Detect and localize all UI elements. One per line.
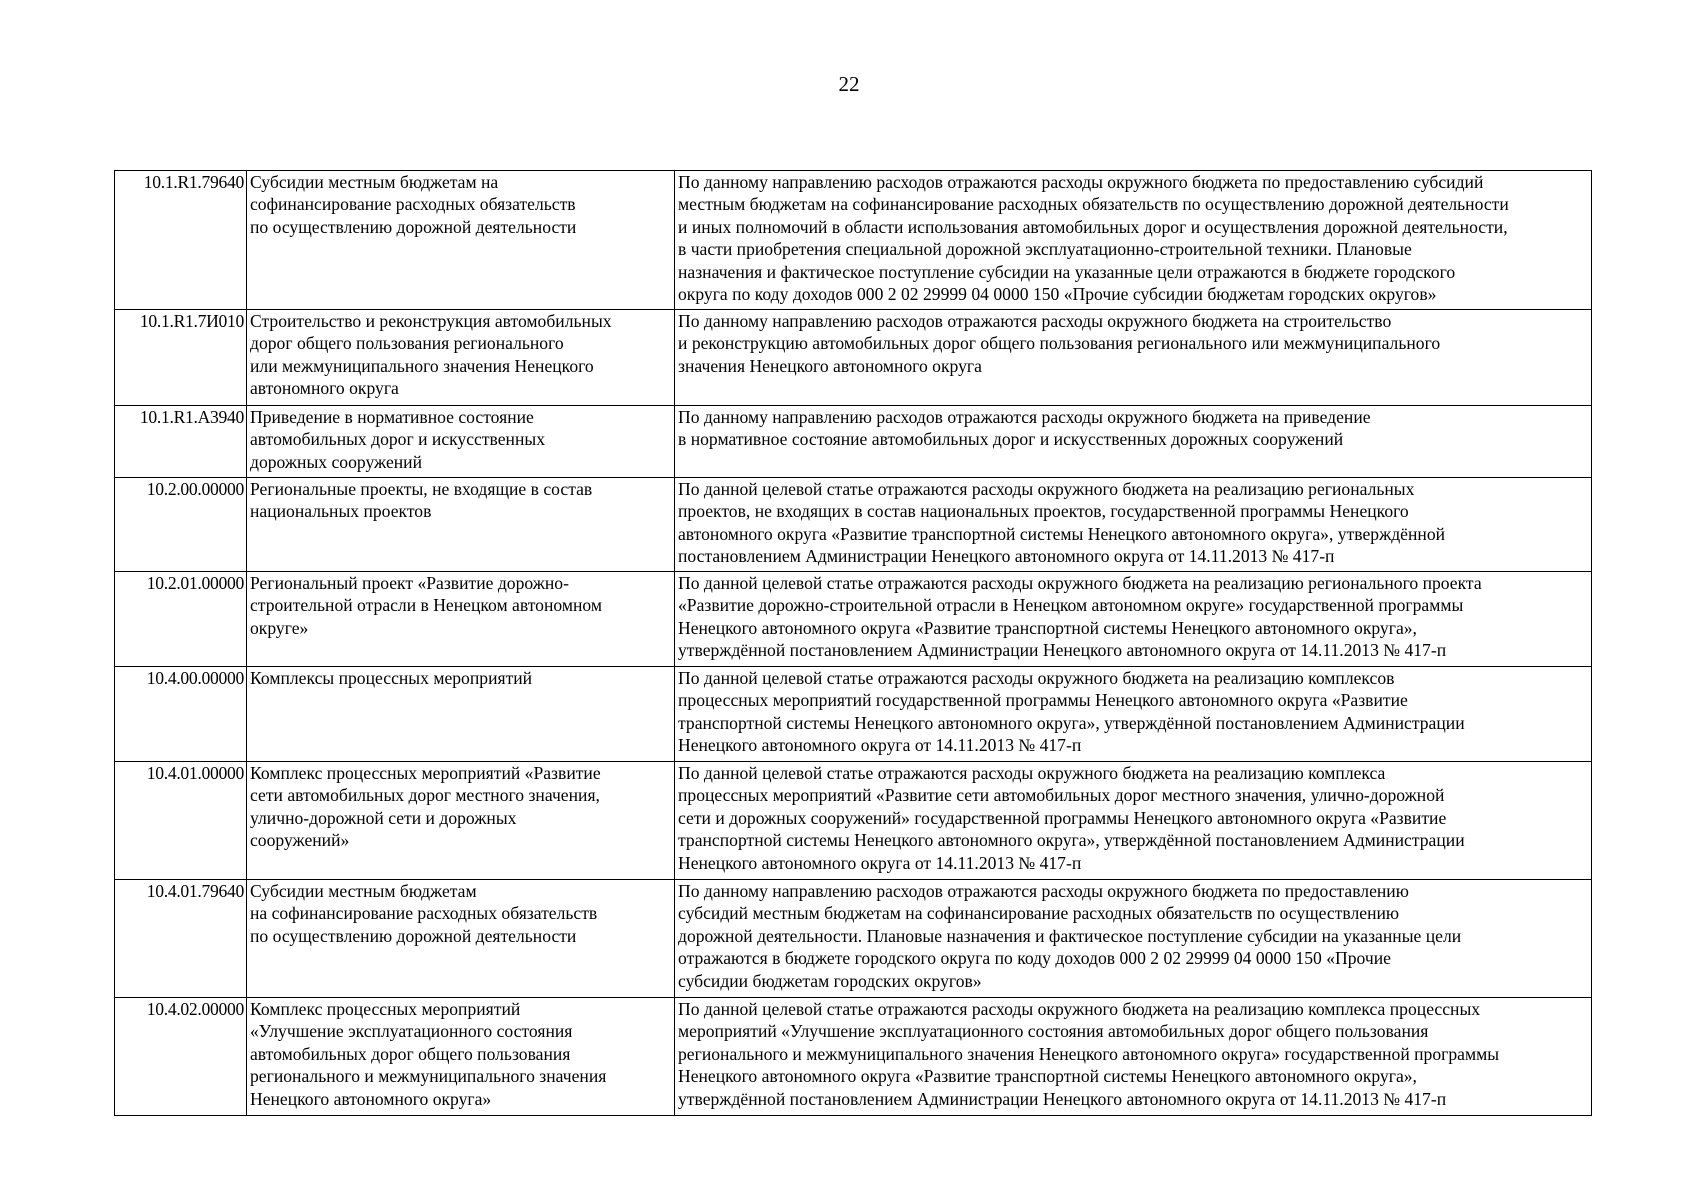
table-row	[115, 998, 1592, 1116]
table-row	[115, 762, 1592, 880]
row-name: Региональный проект «Развитие дорожно- строительной отрасли в Ненецком автономном округе»	[247, 572, 675, 667]
row-code: 10.1.R1.7И010	[115, 310, 247, 406]
row-name: Приведение в нормативное состояние автомобильных дорог и искусственных дорожных сооружений	[247, 406, 675, 478]
row-description: По данному направлению расходов отражаются расходы окружного бюджета по предоставлению субсидий местным бюджетам на софинансирование расходных обязательств по осуществлению дорожной деятельности. Плановые назначения и фактическое поступление субсидии на указанные цели отражаются в бюджете городского округа по коду доходов 000 2 02 29999 04 0000 150 «Прочие субсидии бюджетам городских округов»	[675, 880, 1592, 998]
row-code: 10.4.00.00000	[115, 667, 247, 762]
table-row	[115, 572, 1592, 667]
row-code: 10.2.01.00000	[115, 572, 247, 667]
table-row	[115, 406, 1592, 478]
row-description: По данной целевой статье отражаются расходы окружного бюджета на реализацию комплекса процессных мероприятий «Улучшение эксплуатационного состояния автомобильных дорог общего пользования регионального и межмуниципального значения Ненецкого автономного округа» государственной программы Ненецкого автономного округа «Развитие транспортной системы Ненецкого автономного округа», утверждённой постановлением Администрации Ненецкого автономного округа от 14.11.2013 № 417-п	[675, 998, 1592, 1116]
row-code: 10.1.R1.A3940	[115, 406, 247, 478]
row-name: Строительство и реконструкция автомобильных дорог общего пользования регионального или межмуниципального значения Ненецкого автономного округа	[247, 310, 675, 406]
row-description: По данному направлению расходов отражаются расходы окружного бюджета на приведение в нормативное состояние автомобильных дорог и искусственных дорожных сооружений	[675, 406, 1592, 478]
row-name: Комплекс процессных мероприятий «Улучшение эксплуатационного состояния автомобильных дорог общего пользования регионального и межмуниципального значения Ненецкого автономного округа»	[247, 998, 675, 1116]
row-code: 10.1.R1.79640	[115, 171, 247, 310]
row-description: По данному направлению расходов отражаются расходы окружного бюджета на строительство и реконструкцию автомобильных дорог общего пользования регионального или межмуниципального значения Ненецкого автономного округа	[675, 310, 1592, 406]
row-name: Субсидии местным бюджетам на софинансирование расходных обязательств по осуществлению дорожной деятельности	[247, 171, 675, 310]
row-description: По данной целевой статье отражаются расходы окружного бюджета на реализацию региональных проектов, не входящих в состав национальных проектов, государственной программы Ненецкого автономного округа «Развитие транспортной системы Ненецкого автономного округа», утверждённой постановлением Администрации Ненецкого автономного округа от 14.11.2013 № 417-п	[675, 478, 1592, 572]
row-name: Региональные проекты, не входящие в состав национальных проектов	[247, 478, 675, 572]
row-name: Субсидии местным бюджетам на софинансирование расходных обязательств по осуществлению дорожной деятельности	[247, 880, 675, 998]
row-code: 10.4.01.79640	[115, 880, 247, 998]
table-row	[115, 880, 1592, 998]
row-description: По данной целевой статье отражаются расходы окружного бюджета на реализацию комплексов процессных мероприятий государственной программы Ненецкого автономного округа «Развитие транспортной системы Ненецкого автономного округа», утверждённой постановлением Администрации Ненецкого автономного округа от 14.11.2013 № 417-п	[675, 667, 1592, 762]
row-code: 10.4.02.00000	[115, 998, 247, 1116]
table-body	[115, 171, 1592, 1116]
row-description: По данному направлению расходов отражаются расходы окружного бюджета по предоставлению субсидий местным бюджетам на софинансирование расходных обязательств по осуществлению дорожной деятельности и иных полномочий в области использования автомобильных дорог и осуществления дорожной деятельности, в части приобретения специальной дорожной эксплуатационно-строительной техники. Плановые назначения и фактическое поступление субсидии на указанные цели отражаются в бюджете городского округа по коду доходов 000 2 02 29999 04 0000 150 «Прочие субсидии бюджетам городских округов»	[675, 171, 1592, 310]
row-code: 10.2.00.00000	[115, 478, 247, 572]
table-row	[115, 478, 1592, 572]
row-description: По данной целевой статье отражаются расходы окружного бюджета на реализацию регионального проекта «Развитие дорожно-строительной отрасли в Ненецком автономном округе» государственной программы Ненецкого автономного округа «Развитие транспортной системы Ненецкого автономного округа», утверждённой постановлением Администрации Ненецкого автономного округа от 14.11.2013 № 417-п	[675, 572, 1592, 667]
row-name: Комплексы процессных мероприятий	[247, 667, 675, 762]
page-number: 22	[838, 72, 860, 96]
row-description: По данной целевой статье отражаются расходы окружного бюджета на реализацию комплекса процессных мероприятий «Развитие сети автомобильных дорог местного значения, улично-дорожной сети и дорожных сооружений» государственной программы Ненецкого автономного округа «Развитие транспортной системы Ненецкого автономного округа», утверждённой постановлением Администрации Ненецкого автономного округа от 14.11.2013 № 417-п	[675, 762, 1592, 880]
table-row	[115, 310, 1592, 406]
row-code: 10.4.01.00000	[115, 762, 247, 880]
budget-classification-table	[114, 170, 1592, 1116]
table-row	[115, 171, 1592, 310]
table-row	[115, 667, 1592, 762]
row-name: Комплекс процессных мероприятий «Развитие сети автомобильных дорог местного значения, улично-дорожной сети и дорожных сооружений»	[247, 762, 675, 880]
